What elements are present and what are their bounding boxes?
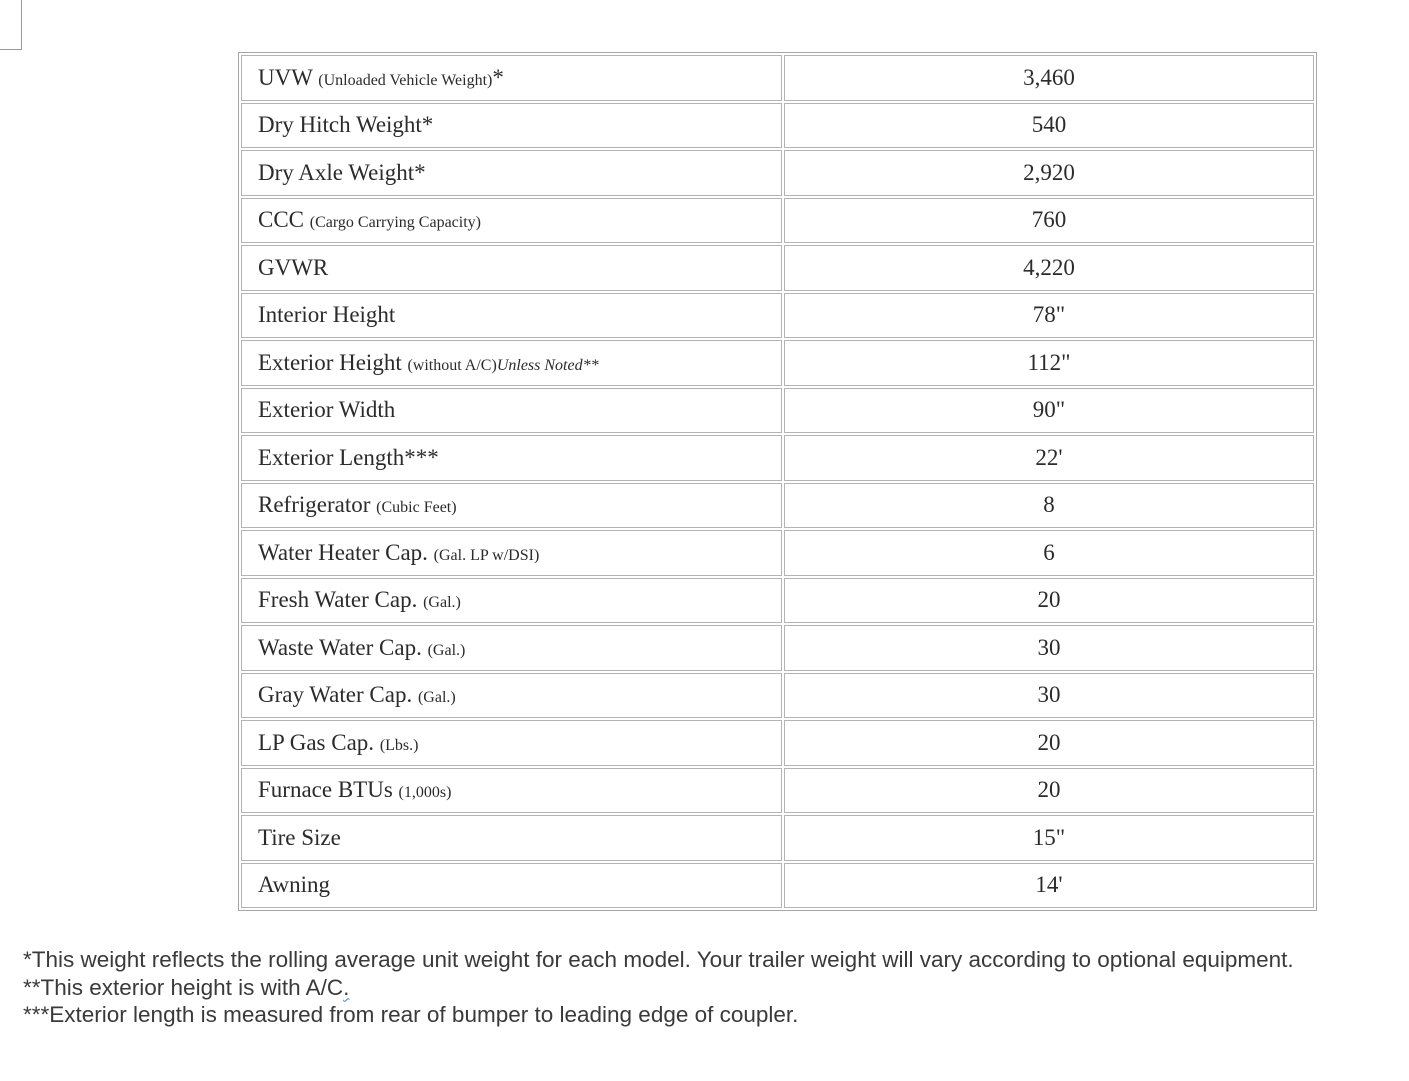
- spec-row: [241, 483, 1314, 529]
- spec-value: 20: [784, 720, 1314, 766]
- spec-label-cell: [241, 483, 782, 529]
- spec-label-cell: [241, 815, 782, 861]
- spec-value: 30: [784, 625, 1314, 671]
- spec-label-note: (Gal.): [417, 689, 456, 707]
- spec-label-note: (Gal.): [423, 594, 461, 612]
- spec-label-cell: [241, 578, 782, 624]
- spec-value: 540: [784, 103, 1314, 149]
- spec-label-suffix: *: [492, 64, 504, 90]
- spec-value: 8: [784, 483, 1314, 529]
- spec-value: 760: [784, 198, 1314, 244]
- page-corner-mark: [0, 0, 22, 50]
- spec-row: [241, 55, 1314, 101]
- spec-label-cell: [241, 530, 782, 576]
- spec-label-note: (without A/C): [407, 356, 497, 374]
- spec-label: Furnace BTUs: [258, 777, 393, 803]
- spec-label: GVWR: [258, 254, 329, 280]
- spec-value: 112": [784, 340, 1314, 386]
- spec-label: Water Heater Cap.: [258, 539, 428, 565]
- spec-label: UVW: [258, 64, 313, 90]
- spec-row: [241, 103, 1314, 149]
- spec-label-cell: [241, 103, 782, 149]
- spec-value: 90": [784, 388, 1314, 434]
- spec-row: [241, 720, 1314, 766]
- spec-row: [241, 625, 1314, 671]
- spec-value: 78": [784, 293, 1314, 339]
- spec-label: Tire Size: [258, 824, 341, 850]
- spec-row: [241, 863, 1314, 909]
- spec-label: CCC: [258, 207, 305, 233]
- spec-label-cell: [241, 245, 782, 291]
- spec-label-cell: [241, 340, 782, 386]
- spec-row: [241, 815, 1314, 861]
- spec-label-cell: [241, 435, 782, 481]
- spec-value: 20: [784, 768, 1314, 814]
- spec-label-note: (Unloaded Vehicle Weight): [318, 71, 493, 89]
- spec-label-cell: [241, 388, 782, 434]
- spec-value: 4,220: [784, 245, 1314, 291]
- spec-label: Interior Height: [258, 302, 396, 328]
- spec-label-note: (Lbs.): [379, 736, 419, 754]
- spec-label-cell: [241, 768, 782, 814]
- spec-label-note: (1,000s): [398, 784, 452, 802]
- spec-label: Awning: [258, 872, 330, 898]
- footnote-height: [23, 974, 1294, 1002]
- spec-value: 2,920: [784, 150, 1314, 196]
- spec-value: 3,460: [784, 55, 1314, 101]
- spec-row: [241, 245, 1314, 291]
- spec-value: 14': [784, 863, 1314, 909]
- spec-label: LP Gas Cap.: [258, 729, 375, 755]
- spec-label-note: (Cargo Carrying Capacity): [309, 214, 481, 232]
- spec-label: Waste Water Cap.: [258, 634, 422, 660]
- spec-label: Fresh Water Cap.: [258, 587, 418, 613]
- spec-row: [241, 435, 1314, 481]
- spec-value: 30: [784, 673, 1314, 719]
- spec-label: Dry Hitch Weight*: [258, 112, 434, 138]
- spec-row: [241, 198, 1314, 244]
- specifications-table: [238, 52, 1317, 911]
- spec-row: [241, 530, 1314, 576]
- spec-label-cell: [241, 625, 782, 671]
- footnote-length: ***Exterior length is measured from rear of bumper to leading edge of coupler.: [23, 1002, 799, 1027]
- specifications-table-body: [241, 55, 1314, 908]
- spec-label: Gray Water Cap.: [258, 682, 413, 708]
- footnote-height-text: **This exterior height is with A/C: [23, 974, 344, 1000]
- spec-value: 22': [784, 435, 1314, 481]
- spec-value: 15": [784, 815, 1314, 861]
- footnote-height-period: .: [343, 974, 350, 1000]
- spec-row: [241, 388, 1314, 434]
- spec-label-note: (Gal. LP w/DSI): [433, 546, 540, 564]
- spec-label-cell: [241, 293, 782, 339]
- spec-label: Exterior Height: [258, 349, 402, 375]
- spec-label-cell: [241, 55, 782, 101]
- spec-label-cell: [241, 863, 782, 909]
- spec-label: Exterior Width: [258, 397, 396, 423]
- spec-row: [241, 150, 1314, 196]
- spec-row: [241, 293, 1314, 339]
- spec-value: 6: [784, 530, 1314, 576]
- spec-row: [241, 768, 1314, 814]
- spec-label: Exterior Length***: [258, 444, 439, 470]
- spec-label: Refrigerator: [258, 492, 371, 518]
- spec-value: 20: [784, 578, 1314, 624]
- spec-label-cell: [241, 720, 782, 766]
- footnote-weight: *This weight reflects the rolling average unit weight for each model. Your trailer weight will vary according to optional equipment.: [23, 947, 1294, 972]
- spec-label-cell: [241, 673, 782, 719]
- spec-label-note: (Gal.): [427, 641, 466, 659]
- spec-label: Dry Axle Weight*: [258, 159, 426, 185]
- spec-label-cell: [241, 150, 782, 196]
- spec-label-note-italic: Unless Noted**: [496, 356, 599, 374]
- spec-row: [241, 578, 1314, 624]
- footnotes: [23, 946, 1294, 1029]
- spec-label-cell: [241, 198, 782, 244]
- spec-row: [241, 340, 1314, 386]
- spec-row: [241, 673, 1314, 719]
- spec-label-note: (Cubic Feet): [376, 499, 457, 517]
